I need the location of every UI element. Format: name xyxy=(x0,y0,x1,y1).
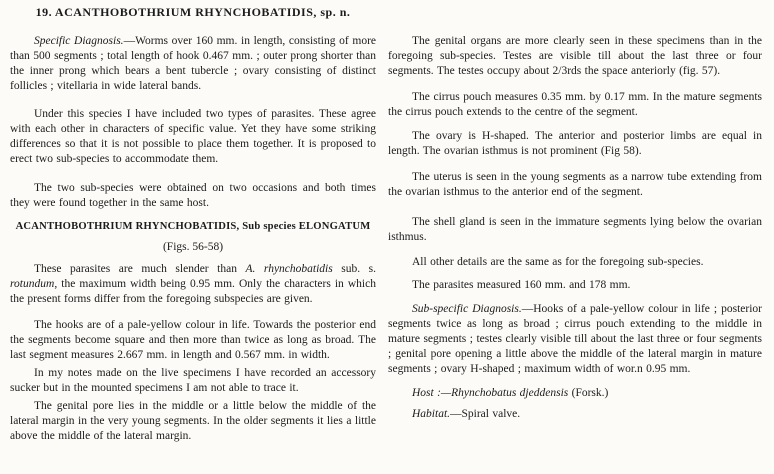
page-title: 19. ACANTHOBOTHRIUM RHYNCHOBATIDIS, sp. n. xyxy=(35,5,351,19)
slender-text-3: , the maximum width being 0.95 mm. Only the characters in which the present forms differ from the foregoing subspecies are given. xyxy=(10,278,376,305)
subspecies-heading: ACANTHOBOTHRIUM RHYNCHOBATIDIS, Sub species ELONGATUM xyxy=(15,221,371,232)
paragraph-genital-pore: The genital pore lies in the middle or a little below the middle of the lateral margin in the very young segments. In the older segments it lies a little above the middle of the lateral margin. xyxy=(10,400,376,442)
paragraph-shell-gland: The shell gland is seen in the immature segments lying below the ovarian isthmus. xyxy=(388,216,762,243)
habitat-text: —Spiral valve. xyxy=(450,408,521,420)
paragraph-slender-parasites xyxy=(10,262,376,307)
paragraph-ovary: The ovary is H-shaped. The anterior and posterior limbs are equal in length. The ovarian isthmus is not prominent (Fig 58). xyxy=(388,130,762,157)
paragraph-other-details: All other details are the same as for the foregoing sub-species. xyxy=(412,256,704,268)
paragraph-hooks: The hooks are of a pale-yellow colour in life. Towards the posterior end the segments become square and then more than twice as long as broad. The last segment measures 2.667 mm. in length and 0.567 mm. in width. xyxy=(10,319,376,361)
paragraph-measurements: The parasites measured 160 mm. and 178 mm. xyxy=(412,279,631,291)
subspecific-diagnosis-label: Sub-specific Diagnosis. xyxy=(412,303,522,315)
paragraph-cirrus-pouch: The cirrus pouch measures 0.35 mm. by 0.17 mm. In the mature segments the cirrus pouch extends to the centre of the segment. xyxy=(388,91,762,118)
paragraph-two-subspecies: The two sub-species were obtained on two occasions and both times they were found together in the same host. xyxy=(10,182,376,209)
paragraph-two-types: Under this species I have included two types of parasites. These agree with each other in characters of specific value. Yet they have some striking differences so that it is not possible to place them together. It is proposed to erect two sub-species to accommodate them. xyxy=(10,108,376,165)
paragraph-specific-diagnosis xyxy=(10,34,376,94)
subspecific-diagnosis-text: —Hooks of a pale-yellow colour in life ; posterior segments twice as long as broad ; cirrus pouch extending to the middle in mature segments ; testes clearly visible till about the last three or four segments ; genital pore opening a little above the middle of the lateral margin in mature segments ; ovary H-shaped ; maximum width of wor.n 0.95 mm. xyxy=(388,303,762,375)
paragraph-accessory-sucker: In my notes made on the live specimens I have recorded an accessory sucker but in the mounted specimens I am not able to trace it. xyxy=(10,367,376,394)
specific-diagnosis-label: Specific Diagnosis. xyxy=(34,35,124,47)
host-authority: (Forsk.) xyxy=(568,387,609,399)
habitat-line xyxy=(388,407,762,422)
specific-diagnosis-text: —Worms over 160 mm. in length, consisting of more than 500 segments ; total length of hook 0.467 mm. ; outer prong shorter than the inner prong which bears a bent tubercle ; ovary consisting of distinct follicles ; vitellaria in wide lateral bands. xyxy=(10,35,376,92)
host-label-and-species: Host :—Rhynchobatus djeddensis xyxy=(412,387,569,399)
paragraph-uterus: The uterus is seen in the young segments as a narrow tube extending from the ovarian isthmus to the anterior end of the segment. xyxy=(388,171,762,198)
species-name-rotundum: rotundum xyxy=(10,278,55,290)
slender-text-2: sub. s. xyxy=(332,263,377,275)
species-name-rhynchobatidis: A. rhynchobatidis xyxy=(245,263,333,275)
figures-reference: (Figs. 56-58) xyxy=(162,241,224,253)
paragraph-genital-organs: The genital organs are more clearly seen in these specimens than in the foregoing sub-species. Testes are visible till about the last three or four segments. The testes occupy about 2/3rds the space anteriorly (fig. 57). xyxy=(388,35,762,77)
left-column xyxy=(10,2,376,474)
paragraph-subspecific-diagnosis xyxy=(388,302,762,377)
habitat-label: Habitat. xyxy=(412,408,451,420)
host-line xyxy=(388,386,762,401)
slender-text-1: These parasites are much slender than xyxy=(34,263,246,275)
right-column xyxy=(388,2,762,474)
